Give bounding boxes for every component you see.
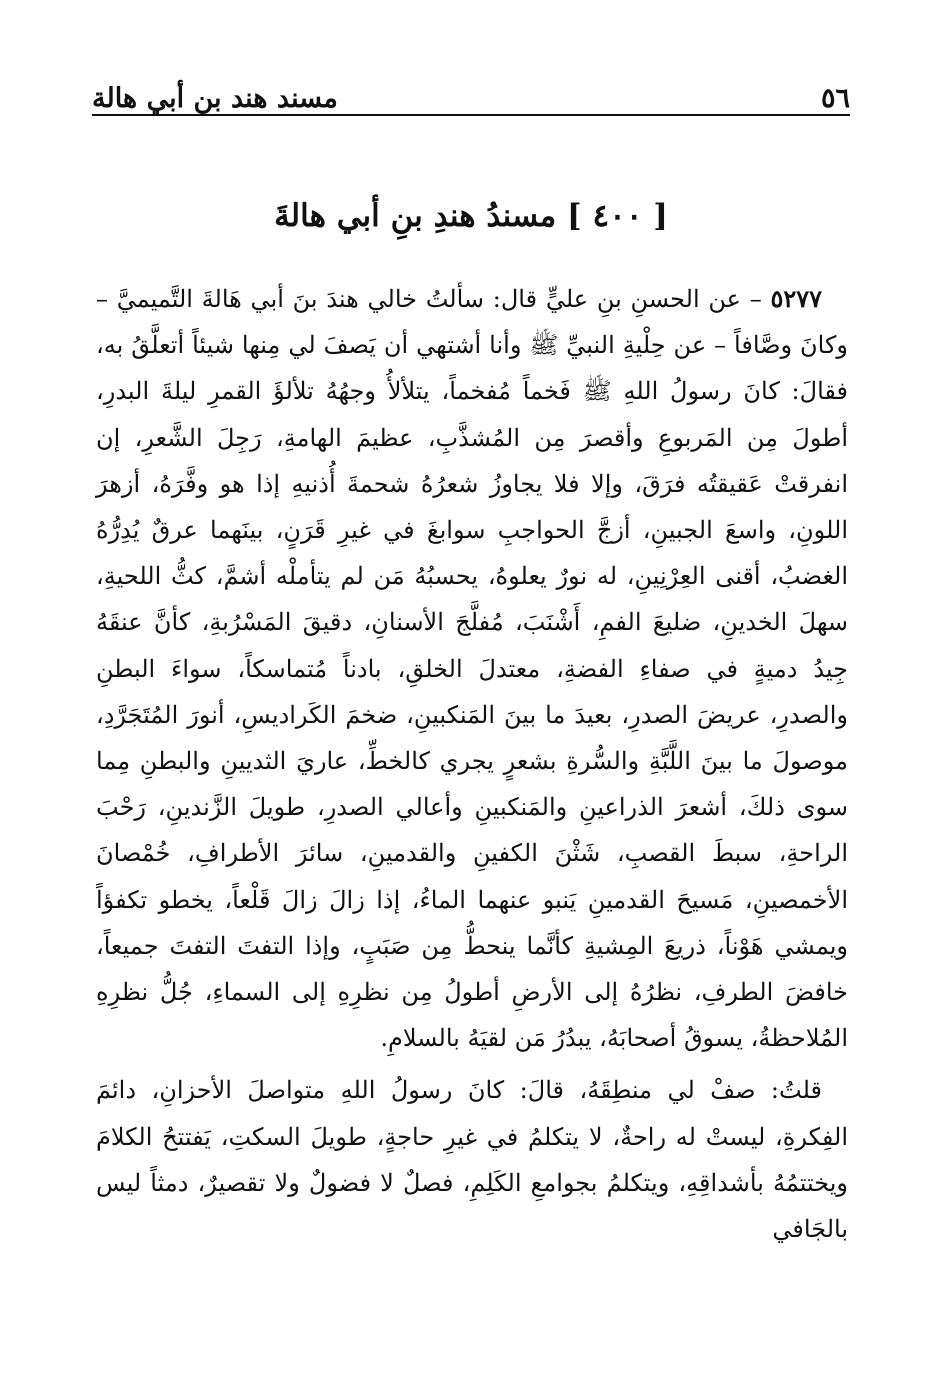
hadith-narration: – عن الحسنِ بنِ عليٍّ قال: سألتُ خالي هندَ بنَ أبي هَالةَ التَّميميَّ – وكانَ وصَّافاً – عن حِلْيةِ النبيِّ ﷺ وأنا أشتهي أن يَصفَ لي مِنها شيئاً أتعلَّقُ به، فقالَ: كانَ رسولُ اللهِ ﷺ فَخماً مُفخماً، يتلألأُ وجهُهُ تلألؤَ القمرِ ليلةَ البدرِ، أطولَ مِن المَربوعِ وأقصرَ مِن المُشذَّبِ، عظيمَ الهامةِ، رَجِلَ الشَّعرِ، إن انفرقتْ عَقيقتُه فرَقَ، وإلا فلا يجاوزُ شعرُهُ شحمةَ أُذنيهِ إذا هو وفَّرَهُ، أزهرَ اللونِ، واسعَ الجبينِ، أزجَّ الحواجبِ سوابغَ في غيرِ قَرَنٍ، بينَهما عرقٌ يُدِرُّهُ الغضبُ، أقنى العِرْنِينِ، له نورٌ يعلوهُ، يحسبُهُ مَن لم يتأملْه أشمَّ، كثُّ اللحيةِ، سهلَ الخدينِ، ضليعَ الفمِ، أَشْنَبَ، مُفلَّجَ الأسنانِ، دقيقَ المَسْرُبةِ، كأنَّ عنقَهُ جِيدُ دميةٍ في صفاءِ الفضةِ، معتدلَ الخلقِ، بادناً مُتماسكاً، سواءَ البطنِ والصدرِ، عريضَ الصدرِ، بعيدَ ما بينَ المَنكبينِ، ضخمَ الكَراديسِ، أنورَ المُتَجَرَّدِ، موصولَ ما بينَ اللَّبَّةِ والسُّرةِ بشعرٍ يجري كالخطِّ، عاريَ الثديينِ والبطنِ مِما سوى ذلكَ، أشعرَ الذراعينِ والمَنكبينِ وأعالي الصدرِ، طويلَ الزَّندينِ، رَحْبَ الراحةِ، سبطَ القصبِ، شَثْنَ الكفينِ والقدمينِ، سائرَ الأطرافِ، خُمْصانَ الأخمصينِ، مَسيحَ القدمينِ يَنبو عنهما الماءُ، إذا زالَ زالَ قَلْعاً، يخطو تكفؤاً ويمشي هَوْناً، ذريعَ المِشيةِ كأنَّما ينحطُّ مِن صَبَبٍ، وإذا التفتَ التفتَ جميعاً، خافضَ الطرفِ، نظرُهُ إلى الأرضِ أطولُ مِن نظرِهِ إلى السماءِ، جُلُّ نظرِهِ المُلاحظةُ، يسوقُ أصحابَهُ، يبدُرُ مَن لقيَهُ بالسلامِ. — [96, 285, 848, 1053]
running-title: مسند هند بن أبي هالة — [92, 83, 338, 114]
body-text — [96, 276, 848, 1252]
page-number: ٥٦ — [820, 83, 850, 114]
running-header — [92, 72, 850, 112]
section-title: [ ٤٠٠ ] مسندُ هندِ بنِ أبي هالةَ — [274, 198, 668, 234]
header-divider — [92, 114, 850, 116]
statement-paragraph: قلتُ: صفْ لي منطِقَهُ، قالَ: كانَ رسولُ اللهِ متواصلَ الأحزانِ، دائمَ الفِكرةِ، ليستْ له راحةٌ، لا يتكلمُ في غيرِ حاجةٍ، طويلَ السكتِ، يَفتتحُ الكلامَ ويختتمُهُ بأشداقِهِ، ويتكلمُ بجوامعِ الكَلِمِ، فصلٌ لا فضولٌ ولا تقصيرٌ، دمثاً ليس بالجَافي — [96, 1076, 848, 1244]
hadith-paragraph — [96, 276, 848, 1061]
hadith-number: ٥٢٧٧ — [770, 284, 822, 313]
